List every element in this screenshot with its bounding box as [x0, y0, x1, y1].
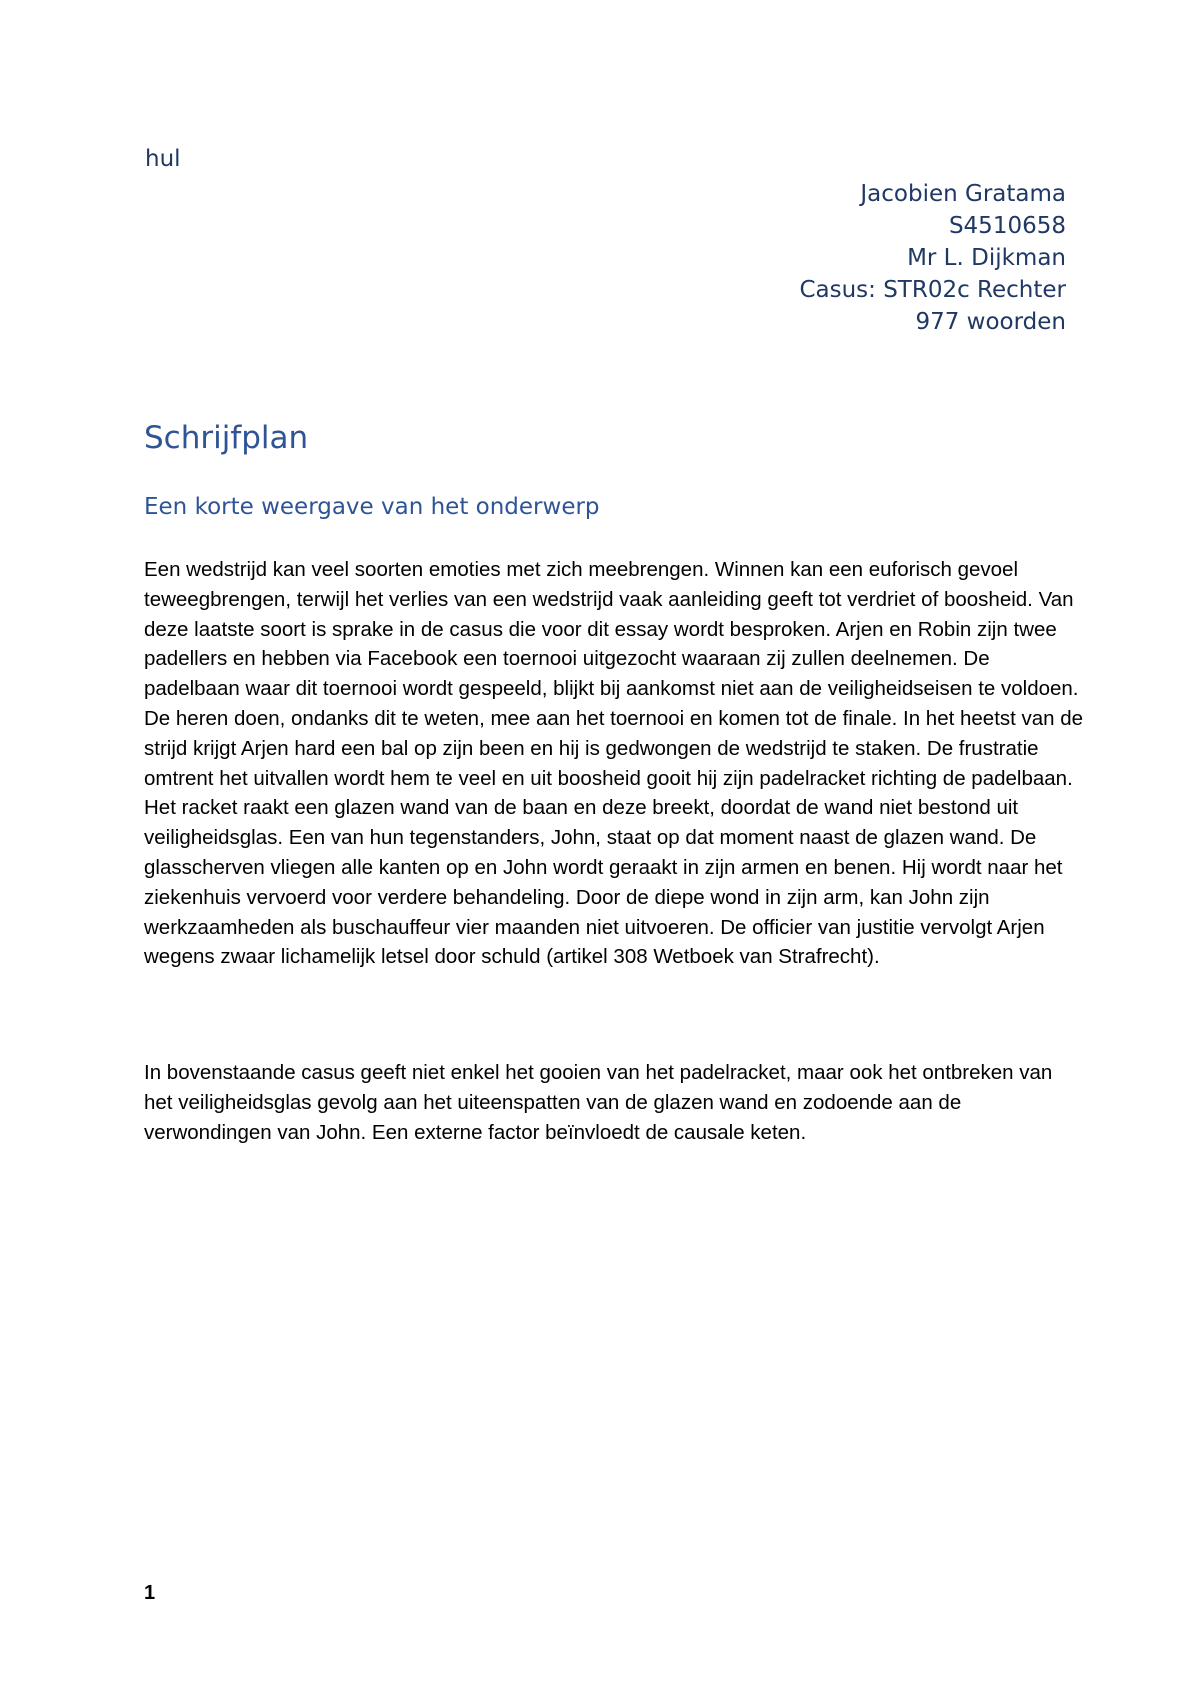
page-number: 1: [144, 1582, 156, 1604]
paragraph-causal-chain: In bovenstaande casus geeft niet enkel het gooien van het padelracket, maar ook het ontbreken van het veiligheidsglas gevolg aan het uiteenspatten van de glazen wand en zodoende aan de verwondingen van John. Een externe factor beïnvloedt de causale keten.: [144, 1061, 1053, 1144]
header-word: hul: [145, 146, 181, 172]
document-title: Schrijfplan: [144, 420, 309, 456]
teacher-name: Mr L. Dijkman: [907, 245, 1066, 271]
author-block: [799, 178, 1066, 338]
case-label: Casus: STR02c Rechter: [799, 277, 1066, 303]
word-count: 977 woorden: [915, 309, 1066, 335]
student-number: S4510658: [948, 213, 1066, 239]
author-name: Jacobien Gratama: [860, 181, 1066, 207]
paragraph-case-summary: Een wedstrijd kan veel soorten emoties met zich meebrengen. Winnen kan een euforisch gevoel teweegbrengen, terwijl het verlies van een wedstrijd vaak aanleiding geeft tot verdriet of boosheid. Van deze laatste soort is sprake in de casus die voor dit essay wordt besproken. Arjen en Robin zijn twee padellers en hebben via Facebook een toernooi uitgezocht waaraan zij zullen deelnemen. De padelbaan waar dit toernooi wordt gespeeld, blijkt bij aankomst niet aan de veiligheidseisen te voldoen. De heren doen, ondanks dit te weten, mee aan het toernooi en komen tot de finale. In het heetst van de strijd krijgt Arjen hard een bal op zijn been en hij is gedwongen de wedstrijd te staken. De frustratie omtrent het uitvallen wordt hem te veel en uit boosheid gooit hij zijn padelracket richting de padelbaan. Het racket raakt een glazen wand van de baan en deze breekt, doordat de wand niet bestond uit veiligheidsglas. Een van hun tegenstanders, John, staat op dat moment naast de glazen wand. De glasscherven vliegen alle kanten op en John wordt geraakt in zijn armen en benen. Hij wordt naar het ziekenhuis vervoerd voor verdere behandeling. Door de diepe wond in zijn arm, kan John zijn werkzaamheden als buschauffeur vier maanden niet uitvoeren. De officier van justitie vervolgt Arjen wegens zwaar lichamelijk letsel door schuld (artikel 308 Wetboek van Strafrecht).: [144, 558, 1084, 969]
section-heading: Een korte weergave van het onderwerp: [144, 494, 600, 520]
